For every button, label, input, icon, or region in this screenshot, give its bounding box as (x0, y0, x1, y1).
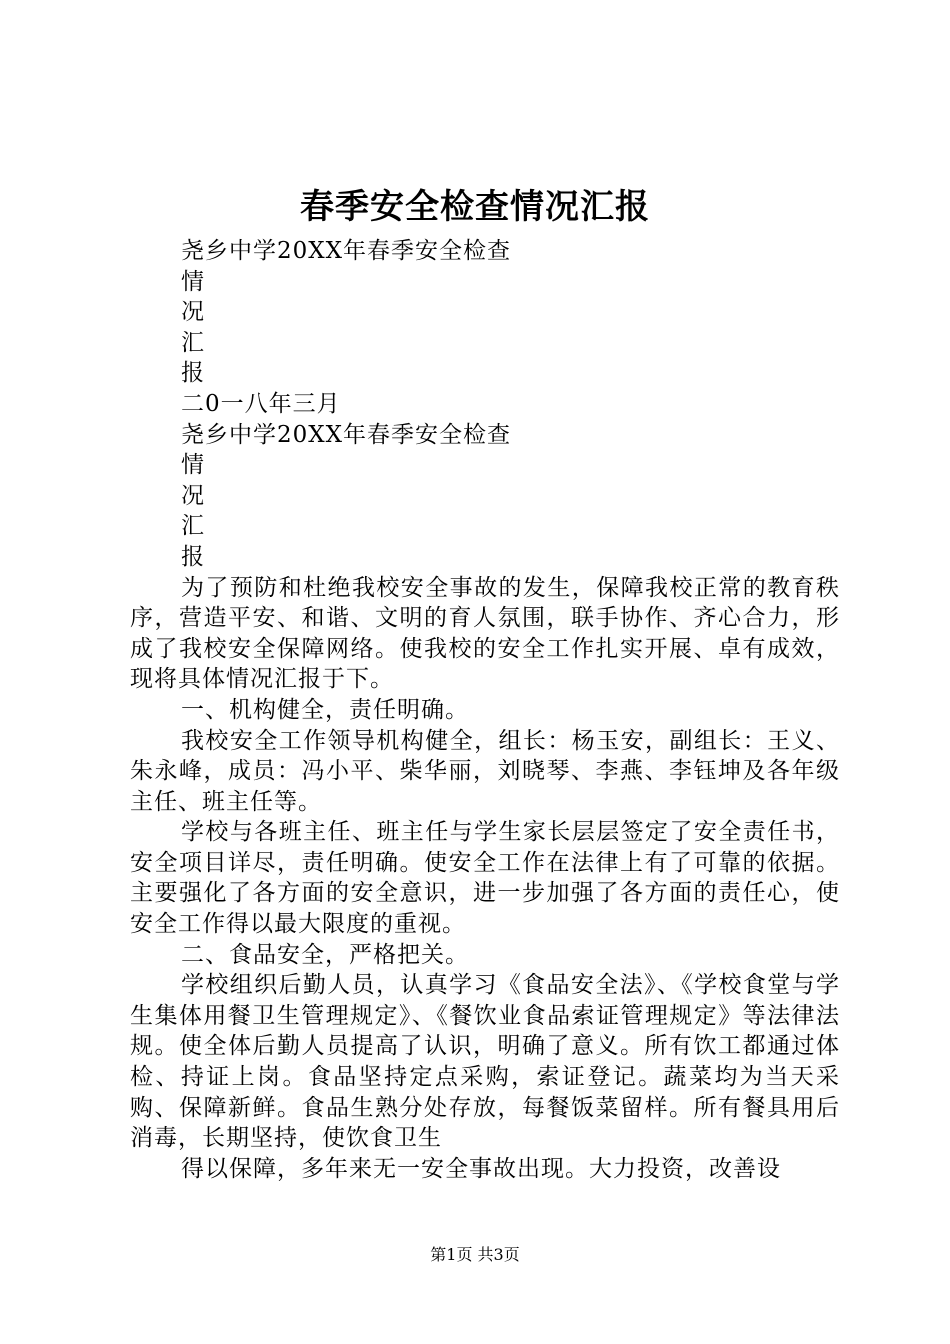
document-body (130, 236, 840, 1184)
paragraph: 我校安全工作领导机构健全，组长：杨玉安，副组长：王义、朱永峰，成员：冯小平、柴华丽，刘晓琴、李燕、李钰坤及各年级主任、班主任等。 (130, 727, 840, 815)
cover-line: 况 (181, 299, 205, 326)
paragraph: 得以保障，多年来无一安全事故出现。大力投资，改善设 (181, 1155, 781, 1182)
paragraph-intro: 为了预防和杜绝我校安全事故的发生，保障我校正常的教育秩序，营造平安、和谐、文明的育人氛围，联手协作、齐心合力，形成了我校安全保障网络。使我校的安全工作扎实开展、卓有成效，现将具体情况汇报于下。 (130, 574, 840, 693)
cover-line: 汇 (181, 329, 205, 356)
cover-line: 况 (181, 482, 205, 509)
section-heading: 一、机构健全，责任明确。 (181, 696, 469, 723)
paragraph: 学校与各班主任、班主任与学生家长层层签定了安全责任书，安全项目详尽，责任明确。使安全工作在法律上有了可靠的依据。主要强化了各方面的安全意识，进一步加强了各方面的责任心，使安全工作得以最大限度的重视。 (130, 819, 840, 938)
cover-date: 二0一八年三月 (181, 390, 341, 417)
cover-line: 报 (181, 543, 205, 570)
cover-line: 情 (181, 452, 205, 479)
page-footer: 第1页 共3页 (430, 1245, 520, 1264)
cover-line: 汇 (181, 513, 205, 540)
paragraph: 学校组织后勤人员，认真学习《食品安全法》、《学校食堂与学生集体用餐卫生管理规定》、《餐饮业食品索证管理规定》等法律法规。使全体后勤人员提高了认识，明确了意义。所有饮工都通过体检、持证上岗。食品坚持定点采购，索证登记。蔬菜均为当天采购、保障新鲜。食品生熟分处存放，每餐饭菜留样。所有餐具用后消毒，长期坚持，使饮食卫生 (130, 972, 840, 1152)
cover-line: 尧乡中学20XX年春季安全检查 (181, 421, 512, 448)
document-title: 春季安全检查情况汇报 (300, 187, 650, 227)
cover-line: 情 (181, 268, 205, 295)
section-heading: 二、食品安全，严格把关。 (181, 941, 469, 968)
cover-line: 尧乡中学20XX年春季安全检查 (181, 238, 512, 264)
cover-line: 报 (181, 360, 205, 387)
